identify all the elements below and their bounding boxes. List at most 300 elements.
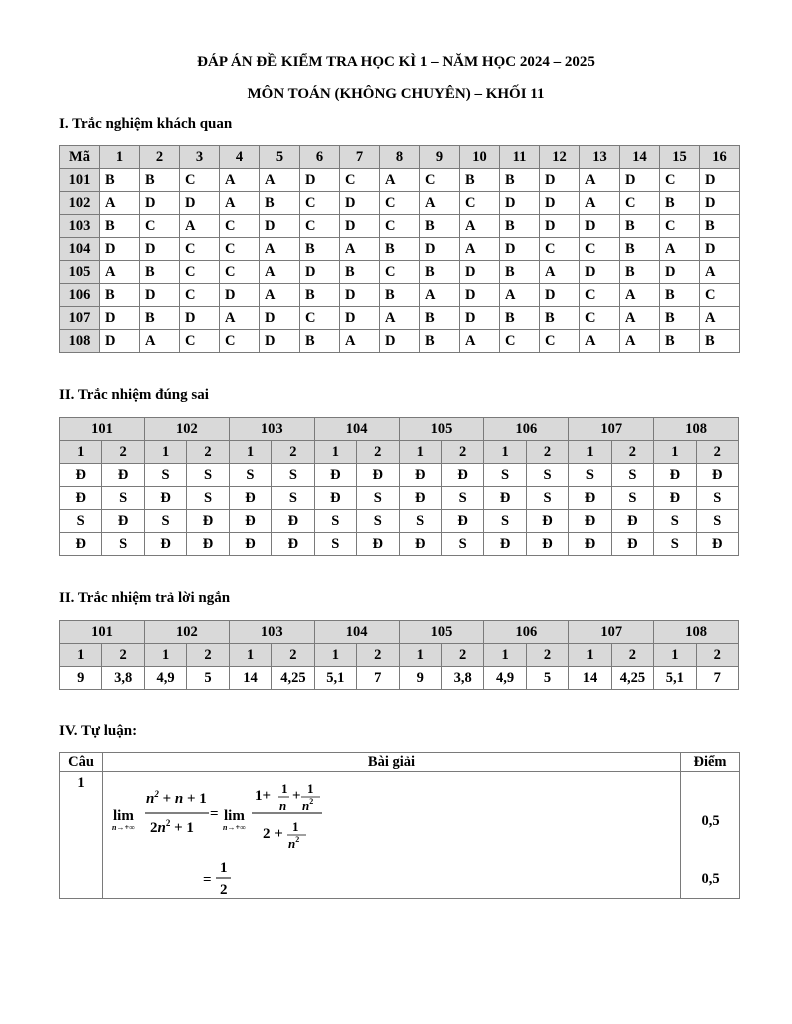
answer-cell: D: [300, 169, 340, 192]
frac-1-over-n-den: n: [279, 798, 287, 813]
answer-cell: B: [140, 261, 180, 284]
question-header: Câu: [60, 753, 103, 772]
answer-cell: B: [500, 261, 540, 284]
true-false-cell: S: [399, 510, 441, 533]
answer-cell: D: [260, 215, 300, 238]
true-false-cell: Đ: [60, 487, 102, 510]
result-denominator: 2: [220, 882, 228, 898]
subquestion-header: 1: [484, 441, 526, 464]
exam-code-header: 107: [569, 418, 654, 441]
answer-cell: A: [460, 215, 500, 238]
answer-cell: D: [300, 261, 340, 284]
answer-cell: D: [140, 192, 180, 215]
subquestion-header: 2: [187, 644, 229, 667]
answer-cell: B: [660, 330, 700, 353]
answer-cell: A: [220, 169, 260, 192]
answer-cell: A: [700, 307, 740, 330]
answer-cell: C: [700, 284, 740, 307]
true-false-cell: S: [314, 533, 356, 556]
true-false-cell: Đ: [441, 464, 483, 487]
lim-1-subscript: n→+∞: [112, 823, 135, 832]
answer-cell: C: [180, 284, 220, 307]
exam-code-header: 106: [484, 621, 569, 644]
svg-text:1: 1: [307, 781, 314, 796]
exam-code: 105: [60, 261, 100, 284]
answer-cell: C: [500, 330, 540, 353]
subquestion-header: 1: [399, 441, 441, 464]
answer-cell: D: [100, 330, 140, 353]
answer-cell: A: [580, 330, 620, 353]
subquestion-header: 2: [696, 441, 738, 464]
svg-text:n2: $n^2$: [288, 835, 300, 851]
answer-cell: B: [660, 307, 700, 330]
svg-text:n2: $n^2$: [302, 797, 314, 813]
question-number-header: 12: [540, 146, 580, 169]
essay-header-row: [60, 753, 740, 772]
solution-header: Bài giải: [103, 753, 681, 772]
answer-cell: A: [580, 192, 620, 215]
answer-cell: D: [180, 307, 220, 330]
answer-cell: C: [180, 238, 220, 261]
exam-code-header: 103: [229, 418, 314, 441]
table-row: [60, 464, 739, 487]
answer-cell: B: [700, 215, 740, 238]
true-false-cell: S: [187, 464, 229, 487]
true-false-cell: S: [102, 533, 144, 556]
answer-cell: D: [340, 215, 380, 238]
answer-cell: A: [460, 238, 500, 261]
answer-cell: C: [340, 169, 380, 192]
question-number-header: 3: [180, 146, 220, 169]
svg-text:2 +: 2 +: [263, 826, 283, 842]
question-number-header: 1: [100, 146, 140, 169]
answer-cell: C: [460, 192, 500, 215]
exam-code-header: 104: [314, 621, 399, 644]
answer-cell: C: [580, 238, 620, 261]
equals-2: =: [203, 872, 212, 888]
lim-2-subscript: n→+∞: [223, 823, 246, 832]
true-false-cell: S: [611, 487, 653, 510]
true-false-cell: Đ: [611, 510, 653, 533]
exam-code: 104: [60, 238, 100, 261]
true-false-cell: S: [272, 487, 314, 510]
answer-cell: D: [460, 307, 500, 330]
exam-code-header: 107: [569, 621, 654, 644]
answer-cell: B: [140, 169, 180, 192]
question-number-header: 5: [260, 146, 300, 169]
table-row: [60, 238, 740, 261]
section-3-title: II. Trắc nhiệm trả lời ngắn: [59, 590, 231, 606]
answer-cell: B: [620, 261, 660, 284]
subquestion-header-row: [60, 441, 739, 464]
score-2: 0,5: [701, 871, 720, 887]
short-answer-cell: 5: [526, 667, 568, 690]
true-false-cell: S: [187, 487, 229, 510]
answer-cell: A: [260, 169, 300, 192]
true-false-cell: S: [441, 487, 483, 510]
answer-cell: C: [220, 215, 260, 238]
exam-code-header: 102: [144, 418, 229, 441]
answer-cell: A: [180, 215, 220, 238]
answer-cell: C: [580, 284, 620, 307]
question-number-header: 14: [620, 146, 660, 169]
answer-cell: B: [100, 284, 140, 307]
true-false-cell: S: [654, 510, 696, 533]
multiple-choice-header-row: [60, 146, 740, 169]
answer-cell: B: [300, 330, 340, 353]
answer-cell: C: [300, 192, 340, 215]
answer-cell: D: [380, 330, 420, 353]
score-header: Điểm: [681, 753, 740, 772]
answer-cell: D: [620, 169, 660, 192]
answer-cell: B: [140, 307, 180, 330]
answer-cell: B: [420, 261, 460, 284]
answer-cell: B: [340, 261, 380, 284]
subquestion-header: 2: [357, 644, 399, 667]
answer-cell: D: [100, 238, 140, 261]
true-false-cell: Đ: [187, 533, 229, 556]
answer-cell: A: [660, 238, 700, 261]
question-number-header: 8: [380, 146, 420, 169]
answer-cell: D: [460, 284, 500, 307]
answer-cell: C: [580, 307, 620, 330]
answer-cell: A: [220, 307, 260, 330]
answer-cell: A: [500, 284, 540, 307]
answer-cell: B: [700, 330, 740, 353]
section-2-title: II. Trắc nhiệm đúng sai: [59, 387, 209, 403]
answer-cell: A: [380, 307, 420, 330]
true-false-cell: S: [357, 487, 399, 510]
answer-cell: C: [180, 261, 220, 284]
short-answer-cell: 14: [229, 667, 271, 690]
answer-cell: A: [420, 284, 460, 307]
true-false-cell: Đ: [526, 533, 568, 556]
subquestion-header: 1: [60, 441, 102, 464]
true-false-cell: Đ: [144, 487, 186, 510]
true-false-cell: Đ: [654, 464, 696, 487]
answer-cell: C: [620, 192, 660, 215]
subquestion-header: 1: [399, 644, 441, 667]
table-row: [60, 667, 739, 690]
short-answer-cell: 3,8: [441, 667, 483, 690]
true-false-cell: S: [102, 487, 144, 510]
question-number-header: 10: [460, 146, 500, 169]
fraction-1-numerator: $n^2 + n + 1$: [146, 789, 207, 807]
exam-code-header: 104: [314, 418, 399, 441]
subquestion-header: 1: [484, 644, 526, 667]
subquestion-header: 1: [569, 644, 611, 667]
true-false-cell: Đ: [60, 464, 102, 487]
exam-code-header: 102: [144, 621, 229, 644]
exam-code-header: 106: [484, 418, 569, 441]
exam-code: 108: [60, 330, 100, 353]
short-answer-cell: 5: [187, 667, 229, 690]
true-false-cell: Đ: [229, 487, 271, 510]
subquestion-header: 1: [654, 644, 696, 667]
true-false-cell: S: [60, 510, 102, 533]
essay-table: [59, 752, 740, 899]
document-title: ĐÁP ÁN ĐỀ KIỂM TRA HỌC KÌ 1 – NĂM HỌC 2024 – 2025: [197, 54, 595, 70]
true-false-cell: Đ: [696, 464, 738, 487]
true-false-cell: Đ: [314, 487, 356, 510]
answer-cell: A: [260, 238, 300, 261]
answer-cell: A: [140, 330, 180, 353]
exam-code-header: 108: [654, 418, 739, 441]
true-false-cell: S: [526, 464, 568, 487]
subquestion-header: 2: [526, 441, 568, 464]
table-row: [60, 510, 739, 533]
true-false-cell: Đ: [60, 533, 102, 556]
subquestion-header: 1: [314, 644, 356, 667]
answer-cell: D: [140, 284, 180, 307]
answer-cell: B: [540, 307, 580, 330]
answer-cell: B: [620, 215, 660, 238]
answer-cell: B: [100, 215, 140, 238]
document-subtitle: MÔN TOÁN (KHÔNG CHUYÊN) – KHỐI 11: [247, 86, 545, 102]
true-false-cell: Đ: [399, 487, 441, 510]
answer-cell: C: [180, 330, 220, 353]
subquestion-header-row: [60, 644, 739, 667]
question-number-header: 2: [140, 146, 180, 169]
true-false-cell: Đ: [229, 533, 271, 556]
exam-code: 103: [60, 215, 100, 238]
answer-cell: A: [460, 330, 500, 353]
true-false-cell: S: [654, 533, 696, 556]
true-false-cell: Đ: [484, 487, 526, 510]
true-false-cell: S: [144, 464, 186, 487]
question-number-header: 13: [580, 146, 620, 169]
true-false-cell: Đ: [526, 510, 568, 533]
equals-1: =: [210, 806, 219, 822]
table-row: [60, 307, 740, 330]
question-number-header: 15: [660, 146, 700, 169]
subquestion-header: 1: [314, 441, 356, 464]
true-false-table: [59, 417, 739, 556]
subquestion-header: 1: [144, 441, 186, 464]
true-false-cell: Đ: [314, 464, 356, 487]
true-false-cell: S: [526, 487, 568, 510]
answer-cell: B: [660, 192, 700, 215]
true-false-cell: Đ: [696, 533, 738, 556]
true-false-cell: Đ: [229, 510, 271, 533]
true-false-cell: Đ: [399, 464, 441, 487]
answer-cell: D: [260, 307, 300, 330]
answer-cell: B: [300, 238, 340, 261]
short-answer-cell: 5,1: [654, 667, 696, 690]
question-number-header: 9: [420, 146, 460, 169]
question-number-header: 11: [500, 146, 540, 169]
true-false-cell: Đ: [484, 533, 526, 556]
answer-cell: C: [140, 215, 180, 238]
answer-cell: B: [380, 238, 420, 261]
answer-cell: C: [180, 169, 220, 192]
section-1-title: I. Trắc nghiệm khách quan: [59, 116, 233, 132]
table-row: [60, 487, 739, 510]
frac-1-over-n-num: 1: [281, 781, 288, 796]
subquestion-header: 1: [654, 441, 696, 464]
answer-cell: B: [660, 284, 700, 307]
table-row: [60, 533, 739, 556]
table-row: [60, 215, 740, 238]
exam-code: 102: [60, 192, 100, 215]
exam-code: 107: [60, 307, 100, 330]
exam-code-header: 105: [399, 621, 484, 644]
answer-cell: D: [540, 215, 580, 238]
subquestion-header: 1: [144, 644, 186, 667]
answer-cell: D: [580, 261, 620, 284]
answer-cell: D: [660, 261, 700, 284]
true-false-cell: S: [569, 464, 611, 487]
multiple-choice-table: [59, 145, 740, 353]
true-false-cell: Đ: [102, 464, 144, 487]
subquestion-header: 1: [229, 441, 271, 464]
true-false-cell: S: [272, 464, 314, 487]
answer-cell: A: [340, 238, 380, 261]
exam-code-header: 103: [229, 621, 314, 644]
true-false-cell: S: [696, 487, 738, 510]
answer-cell: A: [380, 169, 420, 192]
true-false-cell: S: [144, 510, 186, 533]
answer-cell: B: [420, 330, 460, 353]
short-answer-cell: 3,8: [102, 667, 144, 690]
true-false-cell: Đ: [569, 487, 611, 510]
lim-1: lim: [113, 808, 134, 824]
answer-cell: B: [260, 192, 300, 215]
essay-row: [60, 772, 740, 899]
answer-cell: A: [420, 192, 460, 215]
true-false-cell: Đ: [357, 533, 399, 556]
answer-cell: D: [540, 169, 580, 192]
solution-cell: [103, 772, 681, 899]
svg-text:+: +: [292, 788, 301, 804]
short-answer-cell: 9: [60, 667, 102, 690]
subquestion-header: 2: [102, 441, 144, 464]
short-answer-cell: 4,9: [144, 667, 186, 690]
answer-cell: A: [100, 192, 140, 215]
answer-cell: A: [540, 261, 580, 284]
exam-code: 101: [60, 169, 100, 192]
true-false-cell: S: [484, 510, 526, 533]
answer-cell: C: [540, 238, 580, 261]
answer-cell: D: [460, 261, 500, 284]
exam-code-header: 101: [60, 621, 145, 644]
short-answer-table: [59, 620, 739, 690]
true-false-cell: Đ: [272, 533, 314, 556]
subquestion-header: 1: [569, 441, 611, 464]
true-false-cell: Đ: [187, 510, 229, 533]
true-false-cell: Đ: [144, 533, 186, 556]
answer-cell: B: [380, 284, 420, 307]
subquestion-header: 2: [441, 644, 483, 667]
answer-cell: D: [100, 307, 140, 330]
code-header: Mã: [60, 146, 100, 169]
answer-cell: B: [100, 169, 140, 192]
answer-cell: C: [220, 330, 260, 353]
question-number-header: 16: [700, 146, 740, 169]
answer-cell: A: [620, 284, 660, 307]
subquestion-header: 1: [60, 644, 102, 667]
question-number-header: 4: [220, 146, 260, 169]
numerator-one: 1+: [255, 788, 272, 804]
subquestion-header: 2: [611, 644, 653, 667]
answer-cell: A: [580, 169, 620, 192]
answer-cell: B: [620, 238, 660, 261]
true-false-cell: S: [696, 510, 738, 533]
answer-cell: D: [700, 169, 740, 192]
true-false-cell: Đ: [569, 510, 611, 533]
answer-cell: D: [500, 192, 540, 215]
short-answer-cell: 14: [569, 667, 611, 690]
result-numerator: 1: [220, 860, 228, 876]
svg-text:1: 1: [292, 819, 299, 834]
true-false-cell: Đ: [611, 533, 653, 556]
subquestion-header: 2: [696, 644, 738, 667]
subquestion-header: 2: [102, 644, 144, 667]
answer-cell: C: [380, 215, 420, 238]
code-header-row: [60, 418, 739, 441]
answer-cell: B: [420, 307, 460, 330]
answer-cell: A: [340, 330, 380, 353]
answer-cell: D: [340, 192, 380, 215]
code-header-row: [60, 621, 739, 644]
question-number-header: 7: [340, 146, 380, 169]
answer-cell: B: [500, 169, 540, 192]
table-row: [60, 169, 740, 192]
exam-code-header: 108: [654, 621, 739, 644]
score-cell: [681, 772, 740, 899]
short-answer-cell: 4,25: [611, 667, 653, 690]
short-answer-cell: 5,1: [314, 667, 356, 690]
question-number: 1: [60, 772, 103, 899]
answer-cell: D: [500, 238, 540, 261]
answer-cell: A: [260, 261, 300, 284]
answer-cell: C: [380, 192, 420, 215]
exam-code-header: 101: [60, 418, 145, 441]
short-answer-cell: 9: [399, 667, 441, 690]
true-false-cell: Đ: [399, 533, 441, 556]
score-1: 0,5: [701, 813, 720, 829]
answer-cell: D: [260, 330, 300, 353]
question-number-header: 6: [300, 146, 340, 169]
true-false-cell: S: [611, 464, 653, 487]
answer-cell: D: [540, 192, 580, 215]
exam-code-header: 105: [399, 418, 484, 441]
solution-formula: [103, 772, 681, 898]
answer-cell: D: [180, 192, 220, 215]
answer-cell: C: [220, 238, 260, 261]
exam-code: 106: [60, 284, 100, 307]
subquestion-header: 2: [611, 441, 653, 464]
subquestion-header: 1: [229, 644, 271, 667]
subquestion-header: 2: [187, 441, 229, 464]
answer-cell: A: [220, 192, 260, 215]
fraction-1-denominator: $2n^2 + 1$: [150, 818, 194, 836]
answer-cell: D: [140, 238, 180, 261]
answer-cell: C: [220, 261, 260, 284]
true-false-cell: S: [314, 510, 356, 533]
true-false-cell: Đ: [654, 487, 696, 510]
true-false-cell: S: [441, 533, 483, 556]
answer-cell: A: [260, 284, 300, 307]
answer-cell: D: [340, 284, 380, 307]
answer-cell: C: [300, 307, 340, 330]
answer-cell: B: [500, 307, 540, 330]
table-row: [60, 284, 740, 307]
answer-cell: C: [380, 261, 420, 284]
short-answer-cell: 7: [357, 667, 399, 690]
answer-cell: C: [660, 215, 700, 238]
subquestion-header: 2: [441, 441, 483, 464]
